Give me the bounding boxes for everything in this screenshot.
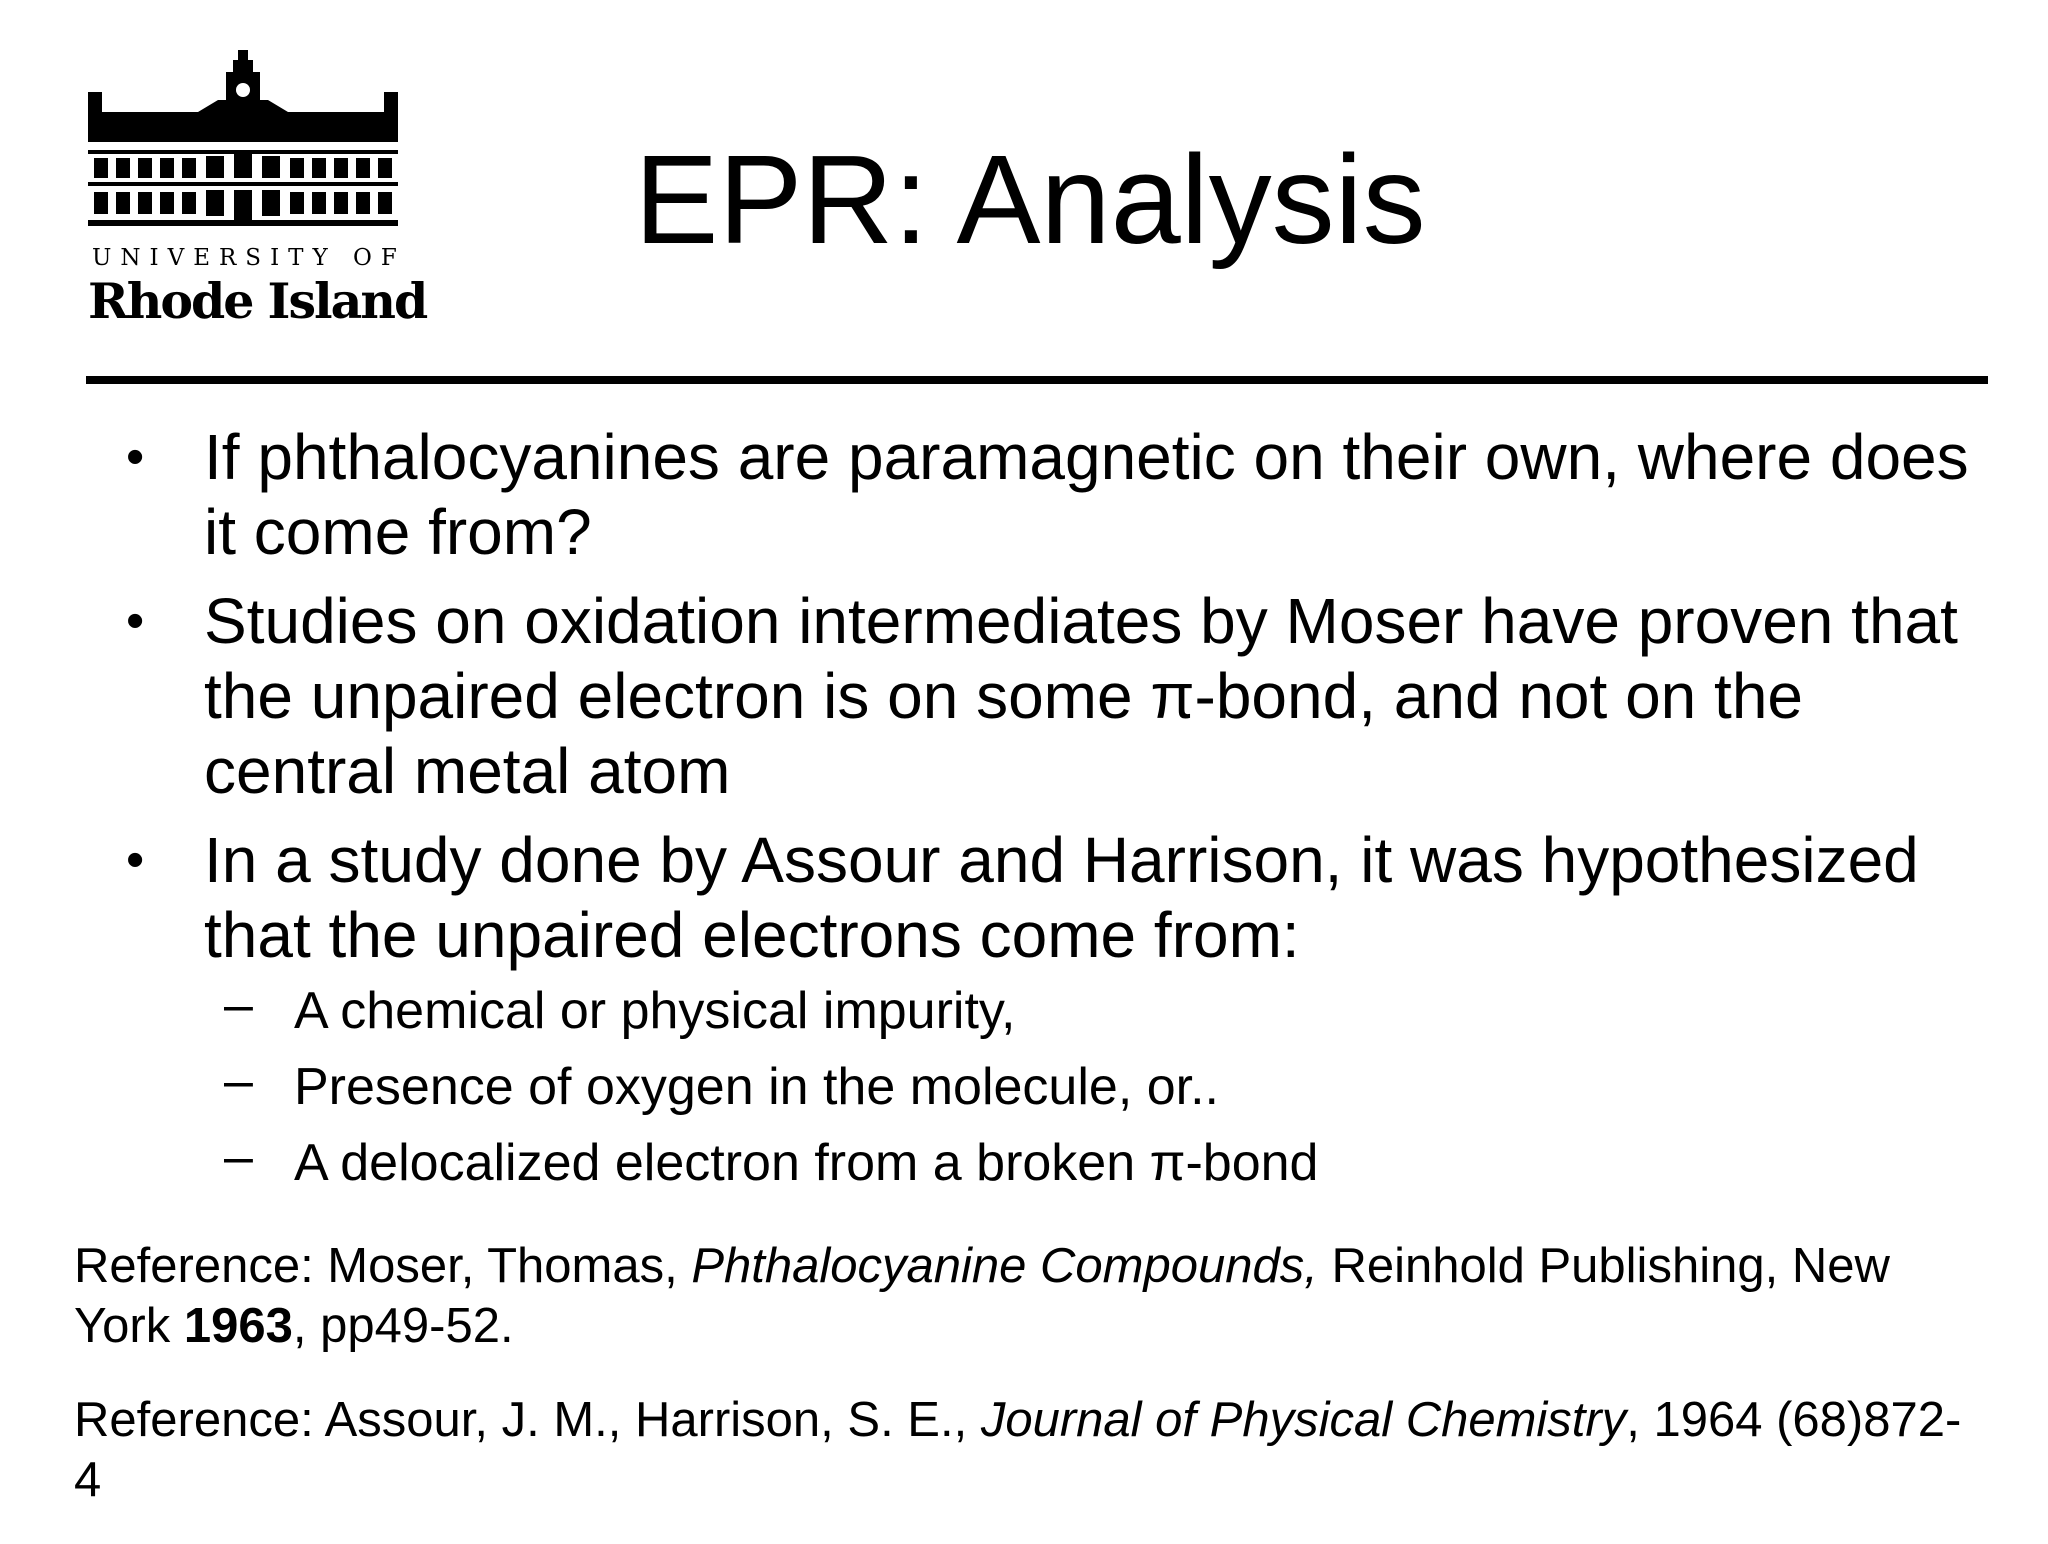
ref-publisher: Reinhold Publishing, New York (74, 1239, 1890, 1353)
bullet-marker: • (126, 831, 145, 889)
ref-citation: , 1964 (68)872-4 (74, 1393, 1962, 1507)
bullet-text: In a study done by Assour and Harrison, it was hypothesized that the unpaired electrons come from: (204, 824, 1919, 971)
bullet-item (120, 584, 1980, 809)
bullet-item (120, 823, 1980, 973)
ref-book-title: Phthalocyanine Compounds, (691, 1239, 1318, 1293)
sub-bullet-marker: – (224, 1128, 253, 1186)
logo-university-text: UNIVERSITY OF (92, 245, 406, 271)
logo-name-text: Rhode Island (88, 272, 427, 330)
bullet-item (120, 420, 1980, 570)
sub-bullet-item (120, 1125, 1980, 1201)
ref-prefix: Reference: Moser, Thomas, (74, 1239, 692, 1293)
ref-pages: , pp49-52. (292, 1299, 514, 1353)
references (74, 1236, 1974, 1544)
ref-prefix: Reference: Assour, J. M., Harrison, S. E., (74, 1393, 981, 1447)
university-building-icon (88, 50, 398, 235)
university-logo (88, 50, 427, 340)
sub-bullet-text: A delocalized electron from a broken π-bond (294, 1134, 1319, 1192)
ref-year: 1963 (183, 1299, 293, 1353)
ref-journal-title: Journal of Physical Chemistry (980, 1393, 1627, 1447)
sub-bullet-marker: – (224, 1052, 253, 1110)
sub-bullet-marker: – (224, 976, 253, 1034)
bullet-marker: • (126, 428, 145, 486)
bullet-list (120, 420, 1980, 1201)
title-divider (86, 376, 1988, 384)
slide-title: EPR: Analysis (634, 129, 1426, 270)
sub-bullet-item (120, 1049, 1980, 1125)
bullet-marker: • (126, 592, 145, 650)
bullet-text: If phthalocyanines are paramagnetic on their own, where does it come from? (204, 421, 1969, 568)
reference-moser (74, 1236, 1974, 1356)
sub-bullet-item (120, 973, 1980, 1049)
sub-bullet-text: Presence of oxygen in the molecule, or.. (294, 1058, 1219, 1116)
bullet-text: Studies on oxidation intermediates by Moser have proven that the unpaired electron is on some π-bond, and not on the central metal atom (204, 585, 1958, 807)
reference-assour (74, 1390, 1974, 1510)
sub-bullet-text: A chemical or physical impurity, (294, 982, 1016, 1040)
